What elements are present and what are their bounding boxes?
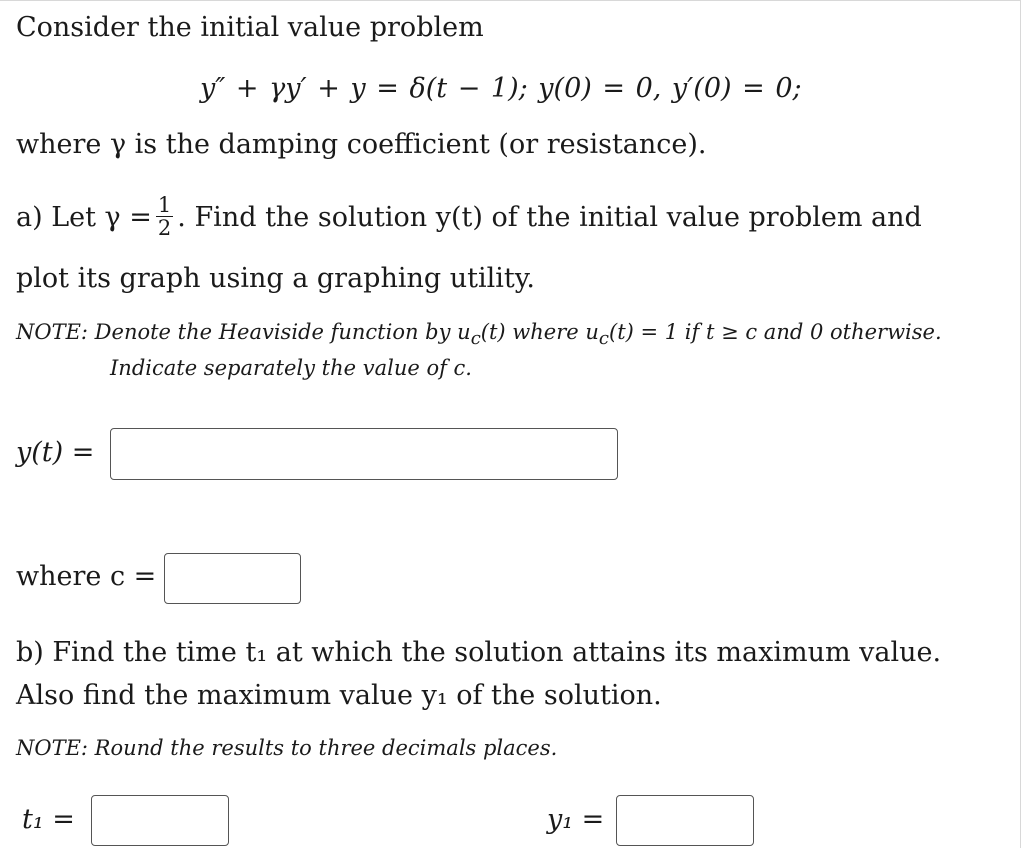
y1-answer-input[interactable] [616,795,754,846]
note-text-2: (t) where u [480,320,599,344]
heaviside-note [16,318,942,353]
note-text-3: (t) = 1 if t ≥ c and 0 otherwise. [609,320,942,344]
part-a-suffix: . Find the solution y(t) of the initial value problem and [177,202,922,233]
y-label: y(t) = [16,437,95,468]
gamma-numerator: 1 [157,192,172,217]
part-a-line2: plot its graph using a graphing utility. [16,263,535,294]
ivp-equation: y″ + γy′ + y = δ(t − 1); y(0) = 0, y′(0) = 0; [200,73,802,104]
part-b-line2: Also find the maximum value y₁ of the solution. [16,680,662,711]
y-answer-input[interactable] [110,428,618,480]
c-label-text: where c = [16,561,157,592]
c-answer-input[interactable] [164,553,301,604]
heaviside-note-line2: Indicate separately the value of c. [110,356,472,380]
t1-label: t₁ = [22,804,75,835]
part-a-question [16,186,922,250]
c-label [16,560,156,594]
rounding-note: NOTE: Round the results to three decimals places. [16,736,558,760]
note-text-1: NOTE: Denote the Heaviside function by u [16,320,471,344]
t1-answer-input[interactable] [91,795,229,846]
part-a-prefix: a) Let γ = [16,202,152,233]
intro-text: Consider the initial value problem [16,12,484,43]
gamma-description: where γ is the damping coefficient (or resistance). [16,129,707,160]
y1-label: y₁ = [547,804,605,835]
gamma-fraction [156,194,173,239]
part-b-line1: b) Find the time t₁ at which the solution attains its maximum value. [16,637,942,668]
note-sub-c: c [470,328,481,349]
gamma-denominator: 2 [157,215,172,240]
note-sub-c2: c [598,328,609,349]
